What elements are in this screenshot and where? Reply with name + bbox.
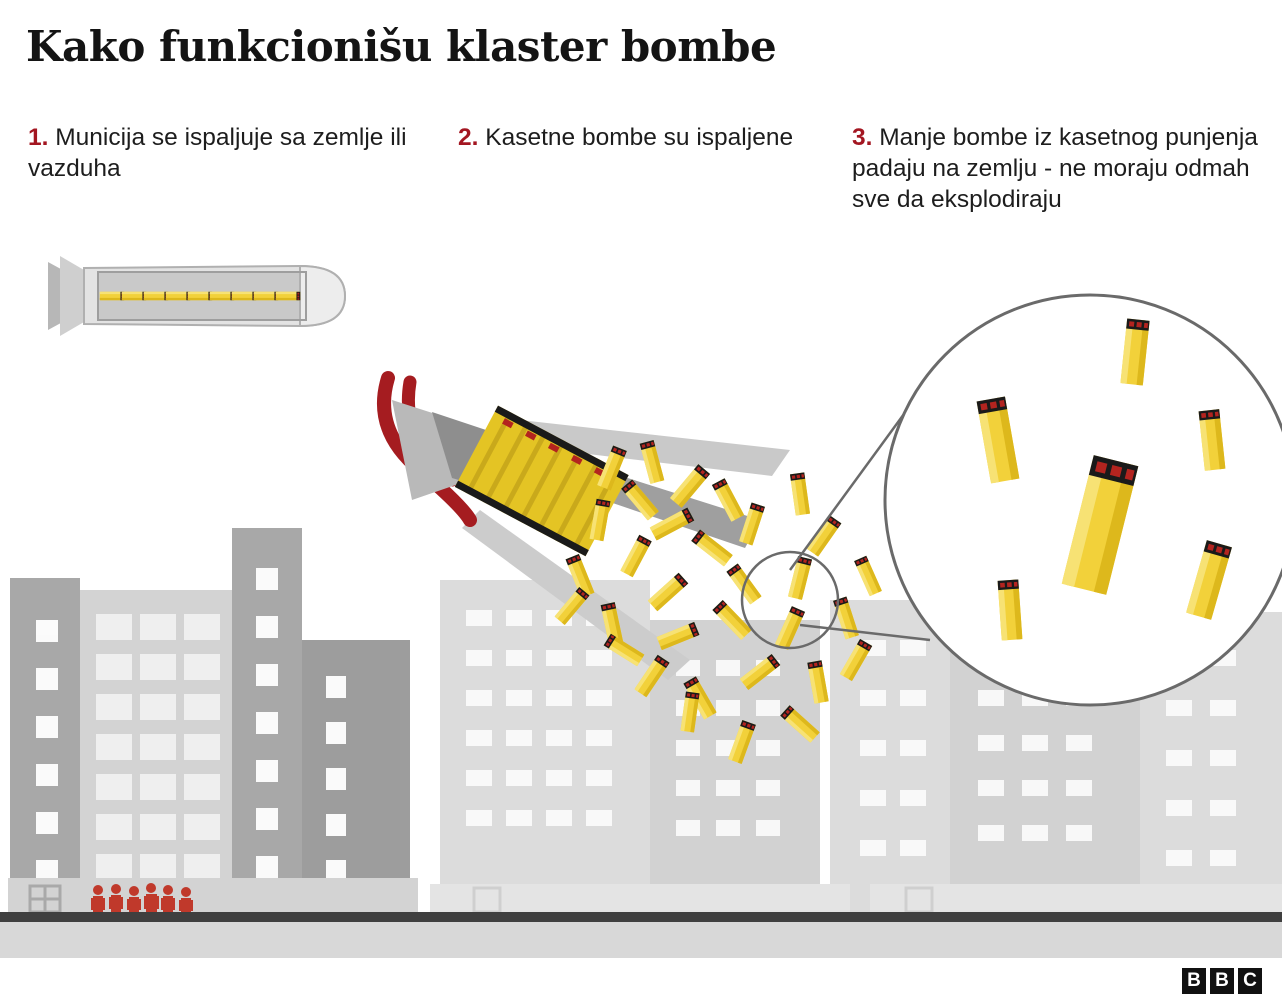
bbc-logo-letter-2: B — [1210, 968, 1234, 994]
bbc-logo — [1182, 968, 1262, 994]
step-number-2: 2. — [458, 124, 479, 151]
step-text-2: Kasetne bombe su ispaljene — [485, 124, 794, 151]
bbc-logo-letter-3: C — [1238, 968, 1262, 994]
step-number-1: 1. — [28, 124, 49, 151]
bbc-logo-letter-1: B — [1182, 968, 1206, 994]
step-number-3: 3. — [852, 124, 873, 151]
ground-band — [0, 922, 1282, 958]
ground-line — [0, 912, 1282, 922]
magnified-bomblets-inset — [742, 295, 1282, 705]
munition-shell-diagram — [48, 256, 345, 336]
step-text-1: Municija se ispaljuje sa zemlje ili vazduha — [28, 124, 407, 183]
page-title: Kako funkcionišu klaster bombe — [26, 22, 777, 71]
step-text-3: Manje bombe iz kasetnog punjenja padaju na zemlju - ne moraju odmah sve da eksplodiraju — [852, 124, 1258, 214]
